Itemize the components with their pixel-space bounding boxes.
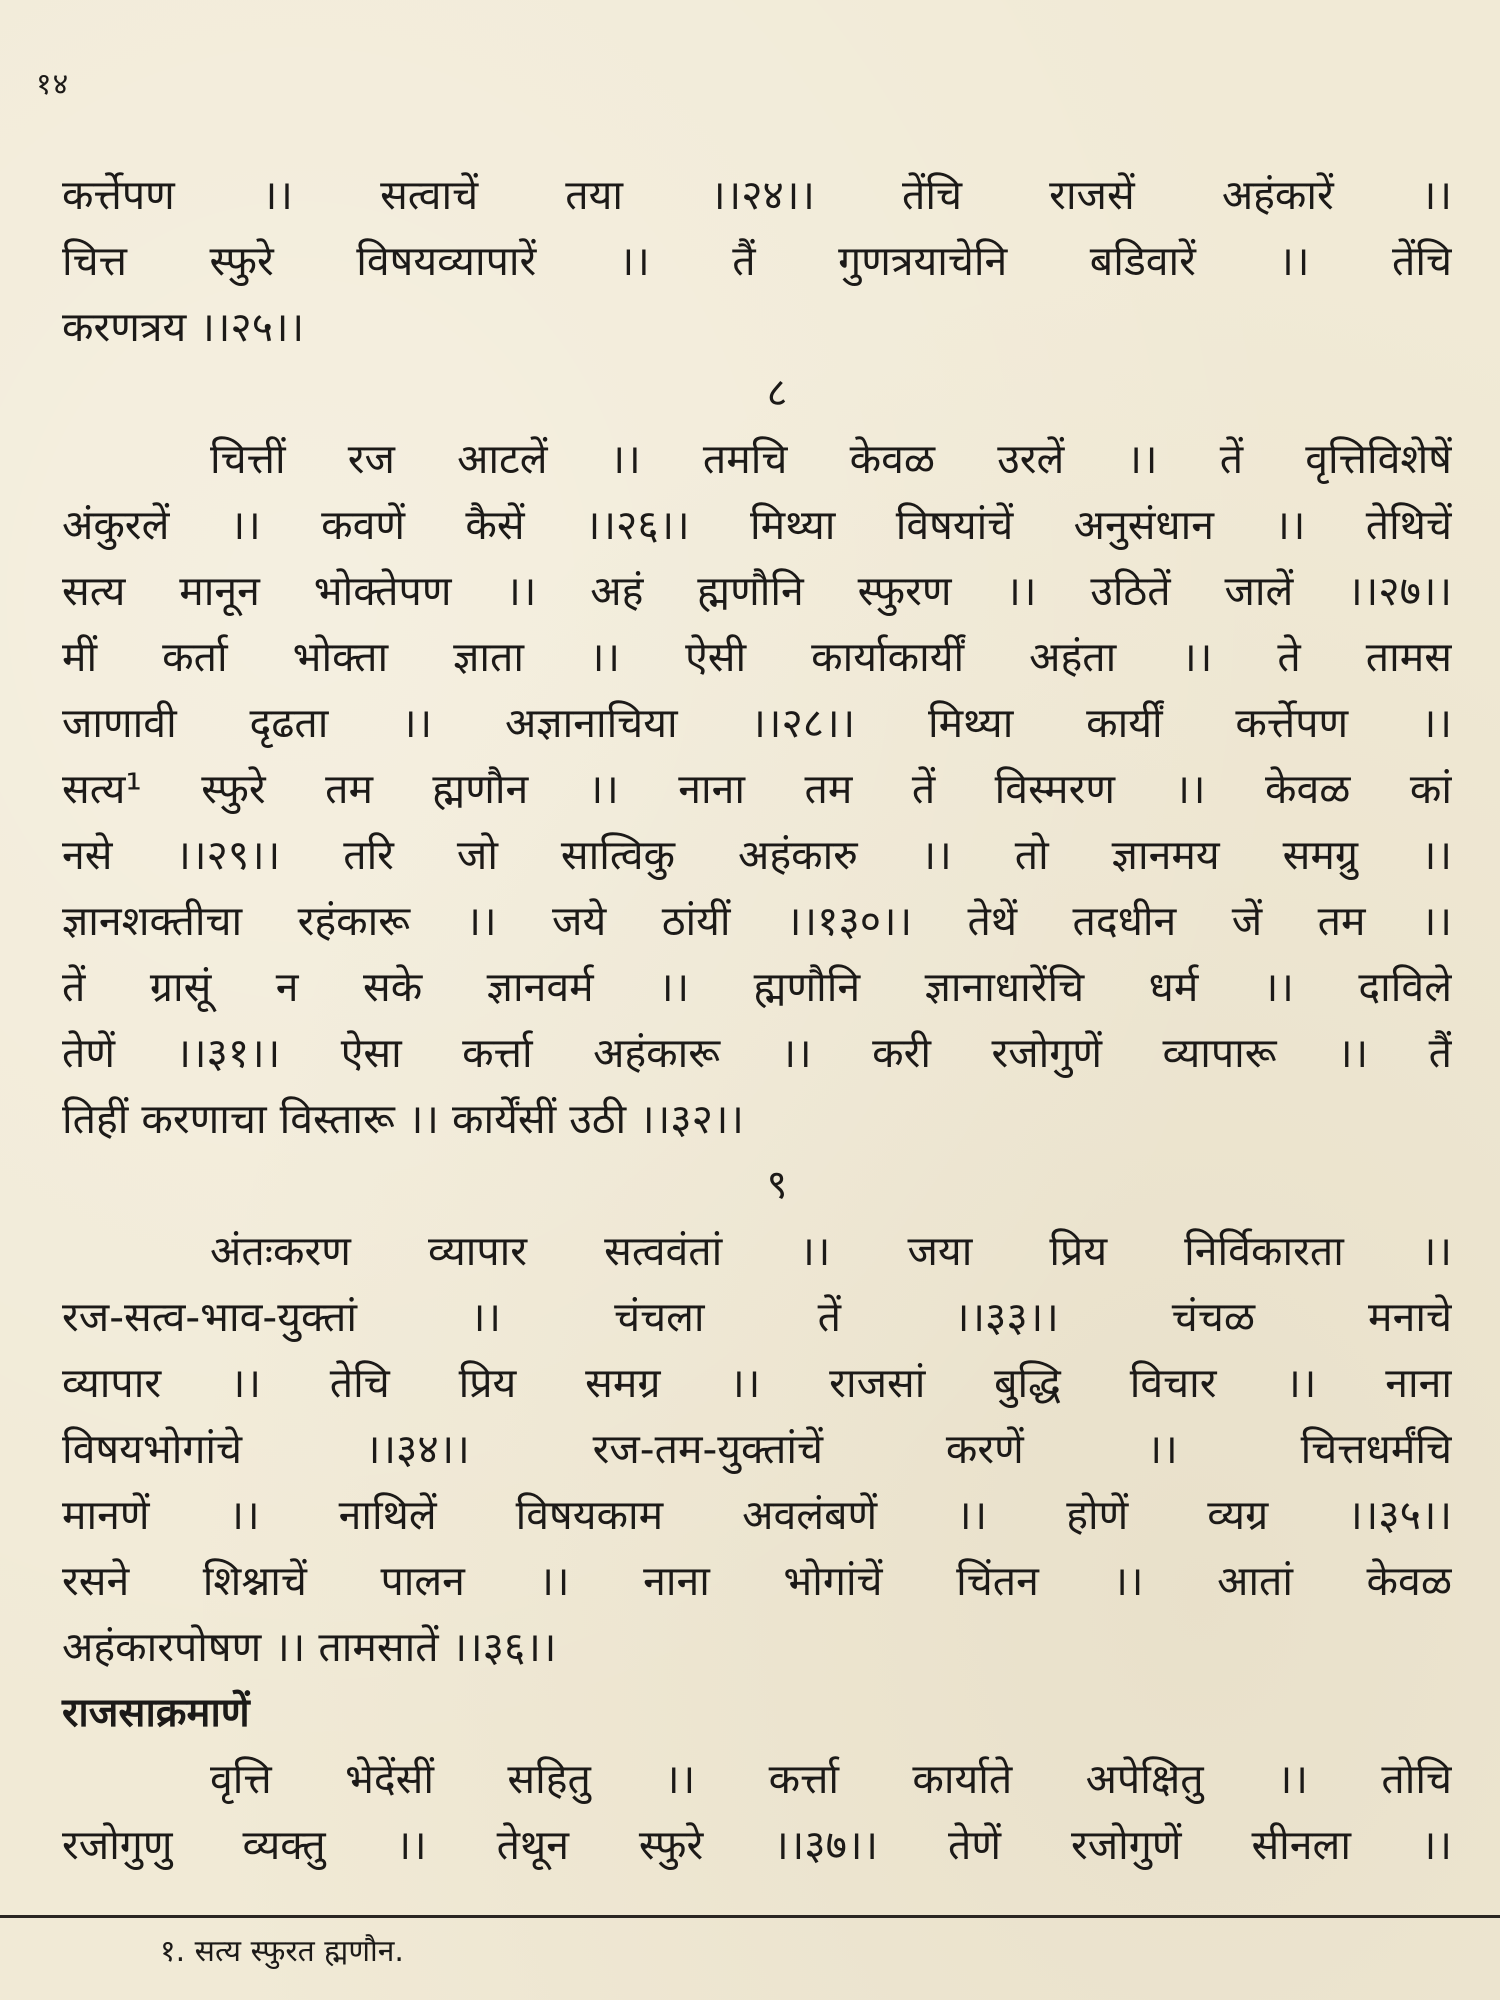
text-line: वृत्ति भेदेंसीं सहितु ।। कर्त्ता कार्याते अपेक्षितु ।। तोचि (210, 1755, 1452, 1803)
text-line: सत्य¹ स्फुरे तम ह्मणौन ।। नाना तम तें विस्मरण ।। केवळ कां (62, 765, 1452, 813)
text-line: अहंकारपोषण ।। तामसातें ।।३६।। (62, 1623, 557, 1671)
text-line: मानणें ।। नाथिलें विषयकाम अवलंबणें ।। होणें व्यग्र ।।३५।। (62, 1491, 1452, 1539)
page-body (62, 162, 1452, 1878)
text-line: विषयभोगांचे ।।३४।। रज-तम-युक्तांचें करणें ।। चित्तधर्मंचि (62, 1425, 1452, 1473)
page-number: १४ (36, 67, 70, 102)
section-number: ९ (766, 1162, 788, 1208)
text-line: ज्ञानशक्तीचा रहंकारू ।। जये ठांयीं ।।१३०।। तेथें तदधीन जें तम ।। (62, 897, 1452, 945)
text-line: तिहीं करणाचा विस्तारू ।। कार्येंसीं उठी ।।३२।। (62, 1095, 744, 1143)
text-line: अंतःकरण व्यापार सत्ववंतां ।। जया प्रिय निर्विकारता ।। (210, 1227, 1452, 1275)
text-line: रसने शिश्नाचें पालन ।। नाना भोगांचें चिंतन ।। आतां केवळ (62, 1557, 1452, 1605)
text-line: रज-सत्व-भाव-युक्तां ।। चंचला तें ।।३३।। चंचळ मनाचे (62, 1293, 1452, 1341)
text-line: व्यापार ।। तेचि प्रिय समग्र ।। राजसां बुद्धि विचार ।। नाना (62, 1359, 1452, 1407)
text-line: चित्तीं रज आटलें ।। तमचि केवळ उरलें ।। तें वृत्तिविशेषें (210, 435, 1452, 483)
section-number: ८ (766, 370, 788, 416)
text-line: मीं कर्ता भोक्ता ज्ञाता ।। ऐसी कार्याकार्यीं अहंता ।। ते तामस (62, 633, 1452, 681)
text-line: कर्त्तेपण ।। सत्वाचें तया ।।२४।। तेंचि राजसें अहंकारें ।। (62, 171, 1452, 219)
footnote-divider (0, 1915, 1500, 1918)
text-line: करणत्रय ।।२५।। (62, 303, 305, 351)
footnote: १. सत्य स्फुरत ह्मणौन. (160, 1934, 404, 1969)
text-line: नसे ।।२९।। तरि जो सात्विकु अहंकारु ।। तो ज्ञानमय समग्रु ।। (62, 831, 1452, 879)
text-line: चित्त स्फुरे विषयव्यापारें ।। तैं गुणत्रयाचेनि बडिवारें ।। तेंचि (62, 237, 1452, 285)
text-line: तें ग्रासूं न सके ज्ञानवर्म ।। ह्मणौनि ज्ञानाधारेंचि धर्म ।। दाविले (62, 963, 1452, 1011)
text-line: अंकुरलें ।। कवणें कैसें ।।२६।। मिथ्या विषयांचें अनुसंधान ।। तेथिचें (62, 501, 1452, 549)
text-line: तेणें ।।३१।। ऐसा कर्त्ता अहंकारू ।। करी रजोगुणें व्यापारू ।। तैं (62, 1029, 1452, 1077)
text-line: जाणावी दृढता ।। अज्ञानाचिया ।।२८।। मिथ्या कार्यीं कर्त्तेपण ।। (62, 699, 1452, 747)
text-line: रजोगुणु व्यक्तु ।। तेथून स्फुरे ।।३७।। तेणें रजोगुणें सीनला ।। (62, 1821, 1452, 1869)
section-heading: राजसाक्रमाणें (62, 1690, 250, 1736)
text-line: सत्य मानून भोक्तेपण ।। अहं ह्मणौनि स्फुरण ।। उठितें जालें ।।२७।। (62, 567, 1452, 615)
